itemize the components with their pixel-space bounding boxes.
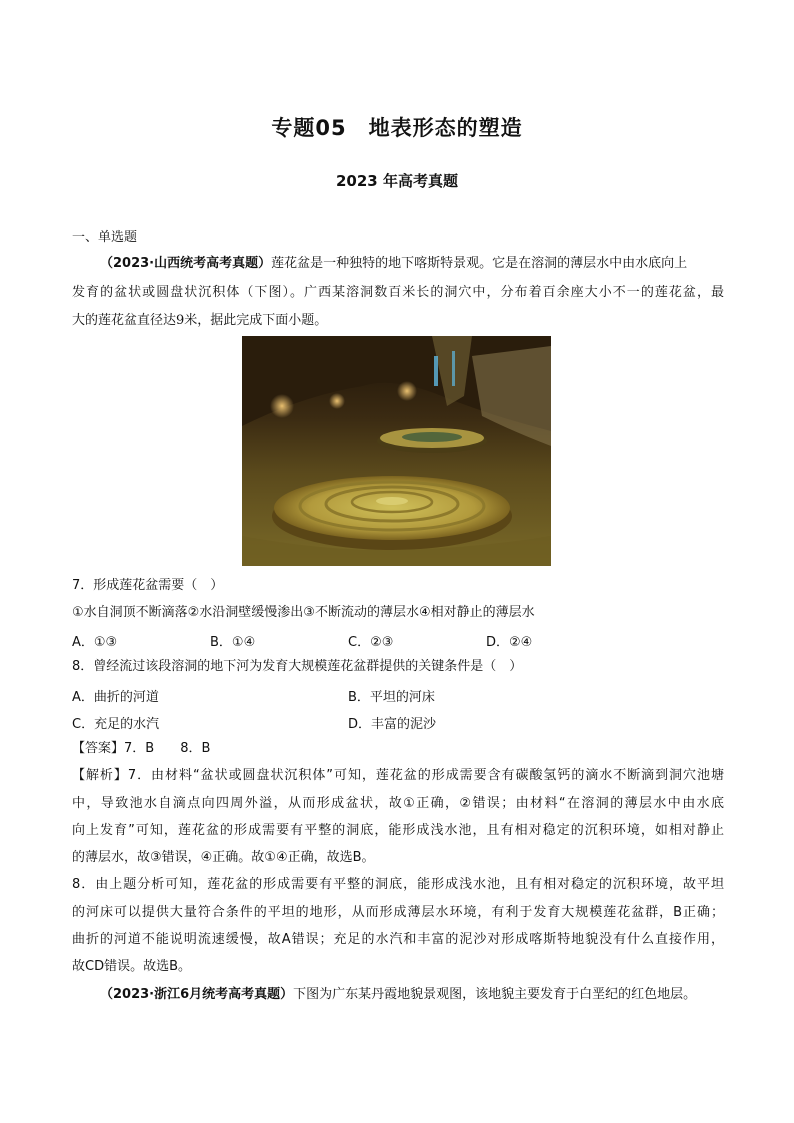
analysis-line2: 中，导致池水自滴点向四周外溢，从而形成盆状，故①正确，②错误；由材料“在溶洞的薄层水中由水底 <box>72 796 724 811</box>
q7-stem: 7．形成莲花盆需要（ ） <box>72 578 224 593</box>
q8-option-d: D．丰富的泥沙 <box>348 717 437 732</box>
q7-option-b: B．①④ <box>210 635 256 650</box>
analysis-line7: 曲折的河道不能说明流速缓慢，故A错误；充足的水汽和丰富的泥沙对形成喀斯特地貌没有什么直接作用， <box>72 932 724 947</box>
q8-option-a: A．曲折的河道 <box>72 690 159 705</box>
answer-label: 【答案】 <box>72 741 125 756</box>
analysis-line8: 故CD错误。故选B。 <box>72 959 192 974</box>
lotus-basin-cave-photo <box>242 336 551 566</box>
passage2-line <box>100 986 696 1004</box>
analysis-line1 <box>72 767 724 785</box>
q7-statements: ①水自洞顶不断滴落②水沿洞壁缓慢渗出③不断流动的薄层水④相对静止的薄层水 <box>72 605 535 620</box>
answer-line <box>72 740 210 758</box>
page-title: 专题05 地表形态的塑造 <box>271 116 523 140</box>
q8-stem: 8．曾经流过该段溶洞的地下河为发育大规模莲花盆群提供的关键条件是（ ） <box>72 659 523 674</box>
q7-option-c: C．②③ <box>348 635 394 650</box>
analysis-line5: 8．由上题分析可知，莲花盆的形成需要有平整的洞底，能形成浅水池，且有相对稳定的沉积环境，故平坦 <box>72 877 724 892</box>
passage2-text: 下图为广东某丹霞地貌景观图，该地貌主要发育于白垩纪的红色地层。 <box>293 987 697 1002</box>
analysis-line4: 的薄层水，故③错误，④正确。故①④正确，故选B。 <box>72 850 375 865</box>
analysis-line6: 的河床可以提供大量符合条件的平坦的地形，从而形成薄层水环境，有利于发育大规模莲花盆群，B正确； <box>72 905 724 920</box>
passage1-text-1: 莲花盆是一种独特的地下喀斯特景观。它是在溶洞的薄层水中由水底向上 <box>271 256 688 271</box>
passage2-source: （2023·浙江6月统考高考真题） <box>100 987 294 1002</box>
q7-option-a: A．①③ <box>72 635 118 650</box>
page-subtitle: 2023 年高考真题 <box>336 172 458 190</box>
passage1-line2: 发育的盆状或圆盘状沉积体（下图）。广西某溶洞数百米长的洞穴中，分布着百余座大小不一的莲花盆，最 <box>72 285 724 300</box>
analysis-text-1: 7．由材料“盆状或圆盘状沉积体”可知，莲花盆的形成需要含有碳酸氢钙的滴水不断滴到洞穴池塘 <box>127 768 724 783</box>
passage1-line3: 大的莲花盆直径达9米，据此完成下面小题。 <box>72 313 328 328</box>
q8-option-c: C．充足的水汽 <box>72 717 160 732</box>
q8-option-b: B．平坦的河床 <box>348 690 435 705</box>
analysis-label: 【解析】 <box>72 768 128 783</box>
section-heading: 一、单选题 <box>72 230 138 245</box>
passage1-line1 <box>100 255 687 273</box>
answer-text: 7．B 8．B <box>124 741 211 756</box>
passage1-source: （2023·山西统考高考真题） <box>100 256 272 271</box>
q7-option-d: D．②④ <box>486 635 533 650</box>
analysis-line3: 向上发育”可知，莲花盆的形成需要有平整的洞底，能形成浅水池，且有相对稳定的沉积环境，如相对静止 <box>72 823 724 838</box>
